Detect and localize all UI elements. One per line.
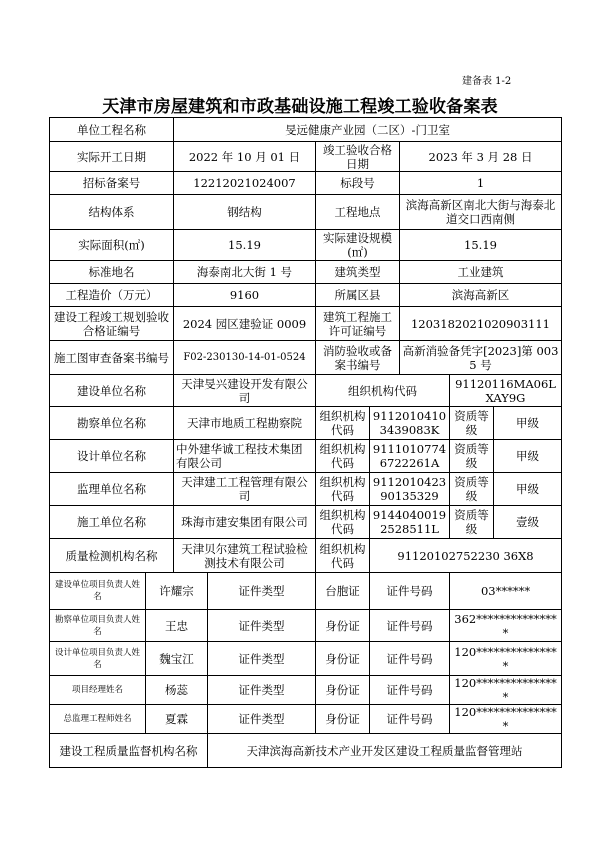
value: 天津建工工程管理有限公司 <box>174 473 316 506</box>
label: 监理单位名称 <box>50 473 174 506</box>
label: 实际开工日期 <box>50 142 174 172</box>
value: 高新消验备凭字[2023]第 0035 号 <box>400 341 562 375</box>
row-person <box>50 705 562 734</box>
row-supervisor <box>50 473 562 506</box>
row-structure <box>50 195 562 230</box>
value: 魏宝江 <box>146 642 208 676</box>
label: 所属区县 <box>316 284 400 307</box>
value: 12212021024007 <box>174 172 316 195</box>
value: 甲级 <box>494 407 562 440</box>
record-table <box>49 117 562 768</box>
label: 证件号码 <box>370 642 450 676</box>
row-supervision <box>50 734 562 768</box>
row-address <box>50 261 562 284</box>
label: 证件号码 <box>370 676 450 705</box>
value: 2024 园区建验证 0009 <box>174 307 316 341</box>
label: 勘察单位项目负责人姓名 <box>50 610 146 642</box>
value: 杨蕊 <box>146 676 208 705</box>
row-person <box>50 610 562 642</box>
value: 1 <box>400 172 562 195</box>
value: 许耀宗 <box>146 573 208 610</box>
value: 9160 <box>174 284 316 307</box>
label: 组织机构代码 <box>316 539 370 573</box>
label: 证件类型 <box>208 705 316 734</box>
document-title: 天津市房屋建筑和市政基础设施工程竣工验收备案表 <box>102 97 498 117</box>
label: 实际面积(㎡) <box>50 230 174 261</box>
value: 91120102752230 36X8 <box>370 539 562 573</box>
value: 身份证 <box>316 610 370 642</box>
label: 组织机构代码 <box>316 375 450 407</box>
value: 120*************** <box>450 705 562 734</box>
label: 资质等级 <box>450 473 494 506</box>
value: 身份证 <box>316 705 370 734</box>
value: 滨海高新区南北大街与海泰北道交口西南侧 <box>400 195 562 230</box>
row-contractor <box>50 506 562 539</box>
value: 钢结构 <box>174 195 316 230</box>
row-builder <box>50 375 562 407</box>
value: 身份证 <box>316 676 370 705</box>
value: 1203182021020903111 <box>400 307 562 341</box>
value: 2023 年 3 月 28 日 <box>400 142 562 172</box>
row-person <box>50 676 562 705</box>
value: 15.19 <box>400 230 562 261</box>
label: 建设单位项目负责人姓名 <box>50 573 146 610</box>
label: 建设工程质量监督机构名称 <box>50 734 208 768</box>
label: 资质等级 <box>450 407 494 440</box>
value: F02-230130-14-01-0524 <box>174 341 316 375</box>
row-person <box>50 573 562 610</box>
label: 建筑工程施工许可证编号 <box>316 307 400 341</box>
label: 设计单位名称 <box>50 440 174 473</box>
label: 建设单位名称 <box>50 375 174 407</box>
value: 天津贝尔建筑工程试验检测技术有限公司 <box>174 539 316 573</box>
label: 单位工程名称 <box>50 118 174 142</box>
value: 91440400192528511L <box>370 506 450 539</box>
value: 海泰南北大街 1 号 <box>174 261 316 284</box>
value: 甲级 <box>494 440 562 473</box>
value: 台胞证 <box>316 573 370 610</box>
label: 工程地点 <box>316 195 400 230</box>
value: 120*************** <box>450 642 562 676</box>
label: 总监理工程师姓名 <box>50 705 146 734</box>
value: 03****** <box>450 573 562 610</box>
label: 实际建设规模(㎡) <box>316 230 400 261</box>
label: 设计单位项目负责人姓名 <box>50 642 146 676</box>
value: 15.19 <box>174 230 316 261</box>
label: 组织机构代码 <box>316 407 370 440</box>
value: 911201042390135329 <box>370 473 450 506</box>
row-survey <box>50 407 562 440</box>
value: 工业建筑 <box>400 261 562 284</box>
label: 证件类型 <box>208 642 316 676</box>
value: 362*************** <box>450 610 562 642</box>
value: 120*************** <box>450 676 562 705</box>
label: 施工单位名称 <box>50 506 174 539</box>
label: 消防验收或备案书编号 <box>316 341 400 375</box>
row-bid <box>50 172 562 195</box>
label: 结构体系 <box>50 195 174 230</box>
label: 证件类型 <box>208 573 316 610</box>
value: 王忠 <box>146 610 208 642</box>
label: 组织机构代码 <box>316 473 370 506</box>
row-cost <box>50 284 562 307</box>
row-person <box>50 642 562 676</box>
label: 项目经理姓名 <box>50 676 146 705</box>
label: 证件类型 <box>208 676 316 705</box>
value: 滨海高新区 <box>400 284 562 307</box>
label: 竣工验收合格日期 <box>316 142 400 172</box>
value: 天津市地质工程勘察院 <box>174 407 316 440</box>
label: 证件号码 <box>370 573 450 610</box>
label: 组织机构代码 <box>316 440 370 473</box>
value: 91110107746722261A <box>370 440 450 473</box>
value: 旻远健康产业园（二区）-门卫室 <box>174 118 562 142</box>
label: 证件类型 <box>208 610 316 642</box>
label: 工程造价（万元） <box>50 284 174 307</box>
row-design <box>50 440 562 473</box>
label: 标段号 <box>316 172 400 195</box>
label: 证件号码 <box>370 610 450 642</box>
value: 壹级 <box>494 506 562 539</box>
row-planning <box>50 307 562 341</box>
label: 标准地名 <box>50 261 174 284</box>
label: 资质等级 <box>450 440 494 473</box>
row-area <box>50 230 562 261</box>
row-review <box>50 341 562 375</box>
value: 身份证 <box>316 642 370 676</box>
label: 建筑类型 <box>316 261 400 284</box>
label: 勘察单位名称 <box>50 407 174 440</box>
row-project-name <box>50 118 562 142</box>
value: 天津滨海高新技术产业开发区建设工程质量监督管理站 <box>208 734 562 768</box>
label: 招标备案号 <box>50 172 174 195</box>
row-testing <box>50 539 562 573</box>
label: 质量检测机构名称 <box>50 539 174 573</box>
label: 组织机构代码 <box>316 506 370 539</box>
label: 建设工程竣工规划验收合格证编号 <box>50 307 174 341</box>
value: 天津旻兴建设开发有限公司 <box>174 375 316 407</box>
value: 中外建华诚工程技术集团有限公司 <box>174 440 316 473</box>
label: 资质等级 <box>450 506 494 539</box>
value: 夏霖 <box>146 705 208 734</box>
row-dates <box>50 142 562 172</box>
value: 91120104103439083K <box>370 407 450 440</box>
value: 珠海市建安集团有限公司 <box>174 506 316 539</box>
label: 证件号码 <box>370 705 450 734</box>
value: 甲级 <box>494 473 562 506</box>
value: 91120116MA06LXAY9G <box>450 375 562 407</box>
form-number: 建备表 1-2 <box>462 76 512 87</box>
label: 施工图审查备案书编号 <box>50 341 174 375</box>
value: 2022 年 10 月 01 日 <box>174 142 316 172</box>
